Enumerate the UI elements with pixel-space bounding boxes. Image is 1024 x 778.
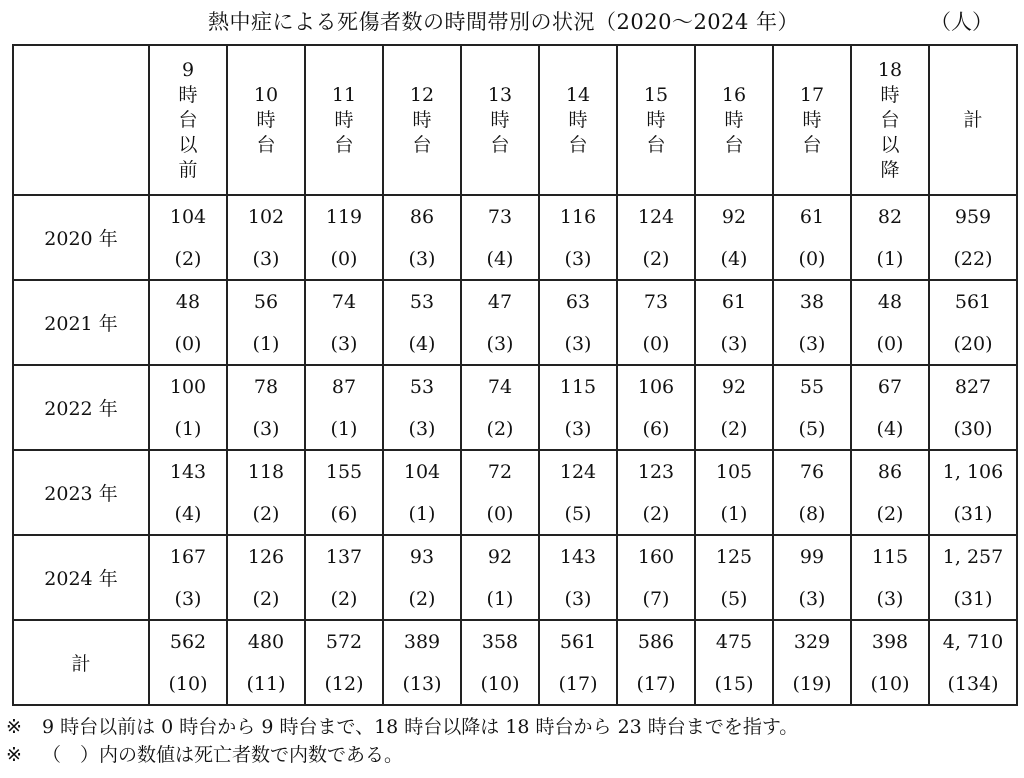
data-cell: [383, 365, 461, 450]
death-count: (2): [876, 502, 904, 525]
data-cell: [383, 195, 461, 280]
death-count: (3): [564, 247, 592, 270]
column-header: [539, 45, 617, 195]
table-row: [13, 195, 1017, 280]
table-row: [13, 280, 1017, 365]
table-title: 熱中症による死傷者数の時間帯別の状況（2020～2024 年）: [208, 10, 800, 34]
column-header-char: 時: [412, 108, 432, 131]
column-header-char: 台: [178, 108, 198, 131]
data-cell: [695, 280, 773, 365]
death-count: (5): [564, 502, 592, 525]
death-count: (10): [870, 672, 910, 695]
column-header: [305, 45, 383, 195]
column-header-char: 以: [178, 133, 198, 156]
column-header: [461, 45, 539, 195]
casualty-count: 475: [715, 630, 753, 653]
casualty-count: 73: [643, 290, 669, 313]
data-cell: [149, 280, 227, 365]
data-cell: [539, 365, 617, 450]
casualty-count: 119: [325, 205, 363, 228]
casualty-count: 106: [637, 375, 675, 398]
death-count: (1): [486, 587, 514, 610]
data-cell: [227, 620, 305, 705]
row-label: 2020 年: [13, 195, 149, 280]
casualty-count: 38: [799, 290, 825, 313]
casualty-count: 104: [403, 460, 441, 483]
death-count: (3): [408, 417, 436, 440]
death-count: (2): [486, 417, 514, 440]
data-cell: [149, 620, 227, 705]
casualty-count: 562: [169, 630, 207, 653]
death-count: (3): [174, 587, 202, 610]
casualty-count: 1, 257: [942, 545, 1004, 568]
casualty-count: 104: [169, 205, 207, 228]
data-cell: [617, 365, 695, 450]
death-count: (10): [480, 672, 520, 695]
death-count: (17): [558, 672, 598, 695]
casualty-count: 167: [169, 545, 207, 568]
death-count: (4): [408, 332, 436, 355]
casualty-count: 480: [247, 630, 285, 653]
death-count: (0): [876, 332, 904, 355]
data-cell: [305, 365, 383, 450]
data-cell: [773, 365, 851, 450]
data-cell: [461, 620, 539, 705]
column-header-char: 時: [178, 83, 198, 106]
death-count: (3): [564, 587, 592, 610]
data-cell: [539, 620, 617, 705]
data-cell: [461, 365, 539, 450]
table-row: [13, 365, 1017, 450]
data-cell: [227, 195, 305, 280]
data-cell: [929, 365, 1017, 450]
casualty-count: 78: [253, 375, 279, 398]
casualty-count: 155: [325, 460, 363, 483]
column-header-char: 時: [802, 108, 822, 131]
row-label: 2022 年: [13, 365, 149, 450]
casualty-count: 74: [331, 290, 357, 313]
casualty-count: 124: [559, 460, 597, 483]
death-count: (2): [642, 502, 670, 525]
casualty-count: 4, 710: [942, 630, 1004, 653]
column-header-char: 時: [568, 108, 588, 131]
casualty-count: 47: [487, 290, 513, 313]
column-header-char: 14: [565, 83, 591, 106]
casualty-count: 72: [487, 460, 513, 483]
data-cell: [773, 195, 851, 280]
death-count: (8): [798, 502, 826, 525]
casualty-count: 827: [954, 375, 992, 398]
death-count: (0): [330, 247, 358, 270]
column-header-char: 10: [253, 83, 279, 106]
data-cell: [461, 280, 539, 365]
column-header-char: 台: [334, 133, 354, 156]
casualty-count: 53: [409, 375, 435, 398]
data-cell: [851, 620, 929, 705]
column-header-char: 16: [721, 83, 747, 106]
column-header-char: 時: [334, 108, 354, 131]
column-header-char: 計: [963, 108, 983, 131]
column-header-char: 前: [178, 158, 198, 181]
data-cell: [149, 365, 227, 450]
casualty-count: 61: [721, 290, 747, 313]
casualty-count: 1, 106: [942, 460, 1004, 483]
column-header-char: 台: [568, 133, 588, 156]
column-header-char: 台: [412, 133, 432, 156]
column-header-char: 降: [880, 158, 900, 181]
death-count: (4): [174, 502, 202, 525]
data-cell: [773, 280, 851, 365]
death-count: (6): [330, 502, 358, 525]
row-label: 2021 年: [13, 280, 149, 365]
death-count: (0): [174, 332, 202, 355]
death-count: (12): [324, 672, 364, 695]
death-count: (2): [252, 587, 280, 610]
data-cell: [149, 195, 227, 280]
death-count: (22): [953, 247, 993, 270]
data-cell: [851, 365, 929, 450]
column-header: [773, 45, 851, 195]
column-header-char: 17: [799, 83, 825, 106]
death-count: (5): [798, 417, 826, 440]
death-count: (10): [168, 672, 208, 695]
column-header-char: 時: [490, 108, 510, 131]
death-count: (11): [246, 672, 286, 695]
column-header-char: 12: [409, 83, 435, 106]
casualty-count: 329: [793, 630, 831, 653]
column-header-char: 時: [724, 108, 744, 131]
death-count: (31): [953, 587, 993, 610]
column-header: [227, 45, 305, 195]
data-cell: [851, 450, 929, 535]
data-cell: [929, 450, 1017, 535]
death-count: (2): [408, 587, 436, 610]
casualty-count: 102: [247, 205, 285, 228]
data-cell: [617, 450, 695, 535]
casualty-count: 123: [637, 460, 675, 483]
death-count: (3): [798, 587, 826, 610]
casualty-count: 82: [877, 205, 903, 228]
column-header-char: 18: [877, 58, 903, 81]
casualty-count: 99: [799, 545, 825, 568]
column-header-char: 台: [646, 133, 666, 156]
casualty-count: 115: [559, 375, 597, 398]
data-cell: [773, 450, 851, 535]
data-cell: [539, 195, 617, 280]
table-body: [13, 195, 1017, 705]
casualty-count: 116: [559, 205, 597, 228]
column-header-char: 9: [181, 58, 195, 81]
data-cell: [539, 450, 617, 535]
data-cell: [461, 450, 539, 535]
unit-label: （人）: [930, 10, 993, 34]
note-line: [6, 713, 798, 741]
casualty-count: 160: [637, 545, 675, 568]
death-count: (2): [642, 247, 670, 270]
data-cell: [617, 195, 695, 280]
data-cell: [929, 620, 1017, 705]
corner-cell: [13, 45, 149, 195]
death-count: (4): [486, 247, 514, 270]
death-count: (17): [636, 672, 676, 695]
data-cell: [929, 280, 1017, 365]
table-row: [13, 620, 1017, 705]
death-count: (4): [720, 247, 748, 270]
data-cell: [227, 280, 305, 365]
data-cell: [305, 195, 383, 280]
death-count: (3): [486, 332, 514, 355]
casualty-count: 561: [559, 630, 597, 653]
death-count: (3): [798, 332, 826, 355]
death-count: (3): [330, 332, 358, 355]
data-cell: [383, 620, 461, 705]
death-count: (3): [408, 247, 436, 270]
data-cell: [539, 280, 617, 365]
data-cell: [383, 280, 461, 365]
column-header: [851, 45, 929, 195]
row-label: 2023 年: [13, 450, 149, 535]
death-count: (3): [252, 417, 280, 440]
casualty-count: 105: [715, 460, 753, 483]
death-count: (1): [876, 247, 904, 270]
casualty-count: 76: [799, 460, 825, 483]
death-count: (7): [642, 587, 670, 610]
death-count: (0): [642, 332, 670, 355]
death-count: (2): [330, 587, 358, 610]
data-cell: [695, 450, 773, 535]
death-count: (13): [402, 672, 442, 695]
death-count: (30): [953, 417, 993, 440]
data-cell: [929, 535, 1017, 620]
column-header-char: 台: [880, 108, 900, 131]
column-header-char: 以: [880, 133, 900, 156]
casualty-count: 48: [877, 290, 903, 313]
data-cell: [461, 535, 539, 620]
data-cell: [461, 195, 539, 280]
death-count: (1): [330, 417, 358, 440]
casualty-count: 586: [637, 630, 675, 653]
data-cell: [617, 620, 695, 705]
death-count: (5): [720, 587, 748, 610]
data-cell: [695, 195, 773, 280]
data-cell: [305, 450, 383, 535]
death-count: (19): [792, 672, 832, 695]
data-cell: [851, 195, 929, 280]
casualty-count: 143: [559, 545, 597, 568]
note-text: （ ）内の数値は死亡者数で内数である。: [42, 744, 404, 766]
death-count: (0): [486, 502, 514, 525]
casualty-count: 48: [175, 290, 201, 313]
note-line: [6, 741, 798, 769]
casualty-count: 67: [877, 375, 903, 398]
death-count: (20): [953, 332, 993, 355]
data-cell: [305, 620, 383, 705]
death-count: (0): [798, 247, 826, 270]
data-cell: [617, 280, 695, 365]
row-label: 2024 年: [13, 535, 149, 620]
data-cell: [149, 450, 227, 535]
casualty-count: 74: [487, 375, 513, 398]
note-mark: ※: [6, 744, 22, 766]
casualty-count: 92: [721, 205, 747, 228]
data-cell: [383, 535, 461, 620]
casualty-count: 561: [954, 290, 992, 313]
death-count: (31): [953, 502, 993, 525]
table-row: [13, 535, 1017, 620]
data-cell: [227, 450, 305, 535]
column-header: [617, 45, 695, 195]
death-count: (3): [876, 587, 904, 610]
data-cell: [695, 535, 773, 620]
casualty-count: 87: [331, 375, 357, 398]
data-cell: [149, 535, 227, 620]
notes: [6, 713, 798, 769]
casualty-count: 100: [169, 375, 207, 398]
death-count: (134): [947, 672, 999, 695]
casualty-count: 398: [871, 630, 909, 653]
casualty-count: 125: [715, 545, 753, 568]
data-cell: [929, 195, 1017, 280]
death-count: (4): [876, 417, 904, 440]
death-count: (3): [252, 247, 280, 270]
casualty-count: 92: [487, 545, 513, 568]
casualty-count: 118: [247, 460, 285, 483]
column-header-char: 時: [880, 83, 900, 106]
casualty-count: 56: [253, 290, 279, 313]
note-mark: ※: [6, 716, 22, 738]
casualty-count: 61: [799, 205, 825, 228]
casualty-count: 86: [877, 460, 903, 483]
casualty-count: 86: [409, 205, 435, 228]
casualty-count: 63: [565, 290, 591, 313]
data-cell: [383, 450, 461, 535]
column-header-char: 台: [256, 133, 276, 156]
column-header-char: 時: [646, 108, 666, 131]
casualty-count: 53: [409, 290, 435, 313]
data-cell: [305, 535, 383, 620]
casualty-count: 124: [637, 205, 675, 228]
heatstroke-table: [12, 44, 1018, 706]
column-header-char: 15: [643, 83, 669, 106]
column-header-char: 13: [487, 83, 513, 106]
header-row: [13, 45, 1017, 195]
casualty-count: 959: [954, 205, 992, 228]
data-cell: [773, 535, 851, 620]
casualty-count: 126: [247, 545, 285, 568]
casualty-count: 73: [487, 205, 513, 228]
casualty-count: 55: [799, 375, 825, 398]
casualty-count: 115: [871, 545, 909, 568]
death-count: (2): [174, 247, 202, 270]
table-row: [13, 450, 1017, 535]
death-count: (1): [174, 417, 202, 440]
column-header: [695, 45, 773, 195]
note-text: 9 時台以前は 0 時台から 9 時台まで、18 時台以降は 18 時台から 23 時台までを指す。: [42, 716, 799, 738]
death-count: (6): [642, 417, 670, 440]
row-label: 計: [13, 620, 149, 705]
data-cell: [227, 535, 305, 620]
death-count: (2): [720, 417, 748, 440]
death-count: (1): [720, 502, 748, 525]
casualty-count: 137: [325, 545, 363, 568]
death-count: (3): [564, 332, 592, 355]
death-count: (3): [720, 332, 748, 355]
casualty-count: 389: [403, 630, 441, 653]
casualty-count: 143: [169, 460, 207, 483]
data-cell: [851, 280, 929, 365]
column-header-char: 11: [331, 83, 357, 106]
data-cell: [851, 535, 929, 620]
death-count: (15): [714, 672, 754, 695]
casualty-count: 572: [325, 630, 363, 653]
data-cell: [539, 535, 617, 620]
death-count: (1): [408, 502, 436, 525]
column-header-char: 台: [802, 133, 822, 156]
data-cell: [617, 535, 695, 620]
column-header-char: 台: [490, 133, 510, 156]
column-header-char: 台: [724, 133, 744, 156]
data-cell: [695, 365, 773, 450]
data-cell: [227, 365, 305, 450]
casualty-count: 92: [721, 375, 747, 398]
column-header: [149, 45, 227, 195]
casualty-count: 358: [481, 630, 519, 653]
death-count: (2): [252, 502, 280, 525]
data-cell: [773, 620, 851, 705]
column-header: [929, 45, 1017, 195]
column-header: [383, 45, 461, 195]
column-header-char: 時: [256, 108, 276, 131]
data-cell: [305, 280, 383, 365]
death-count: (3): [564, 417, 592, 440]
casualty-count: 93: [409, 545, 435, 568]
death-count: (1): [252, 332, 280, 355]
data-cell: [695, 620, 773, 705]
